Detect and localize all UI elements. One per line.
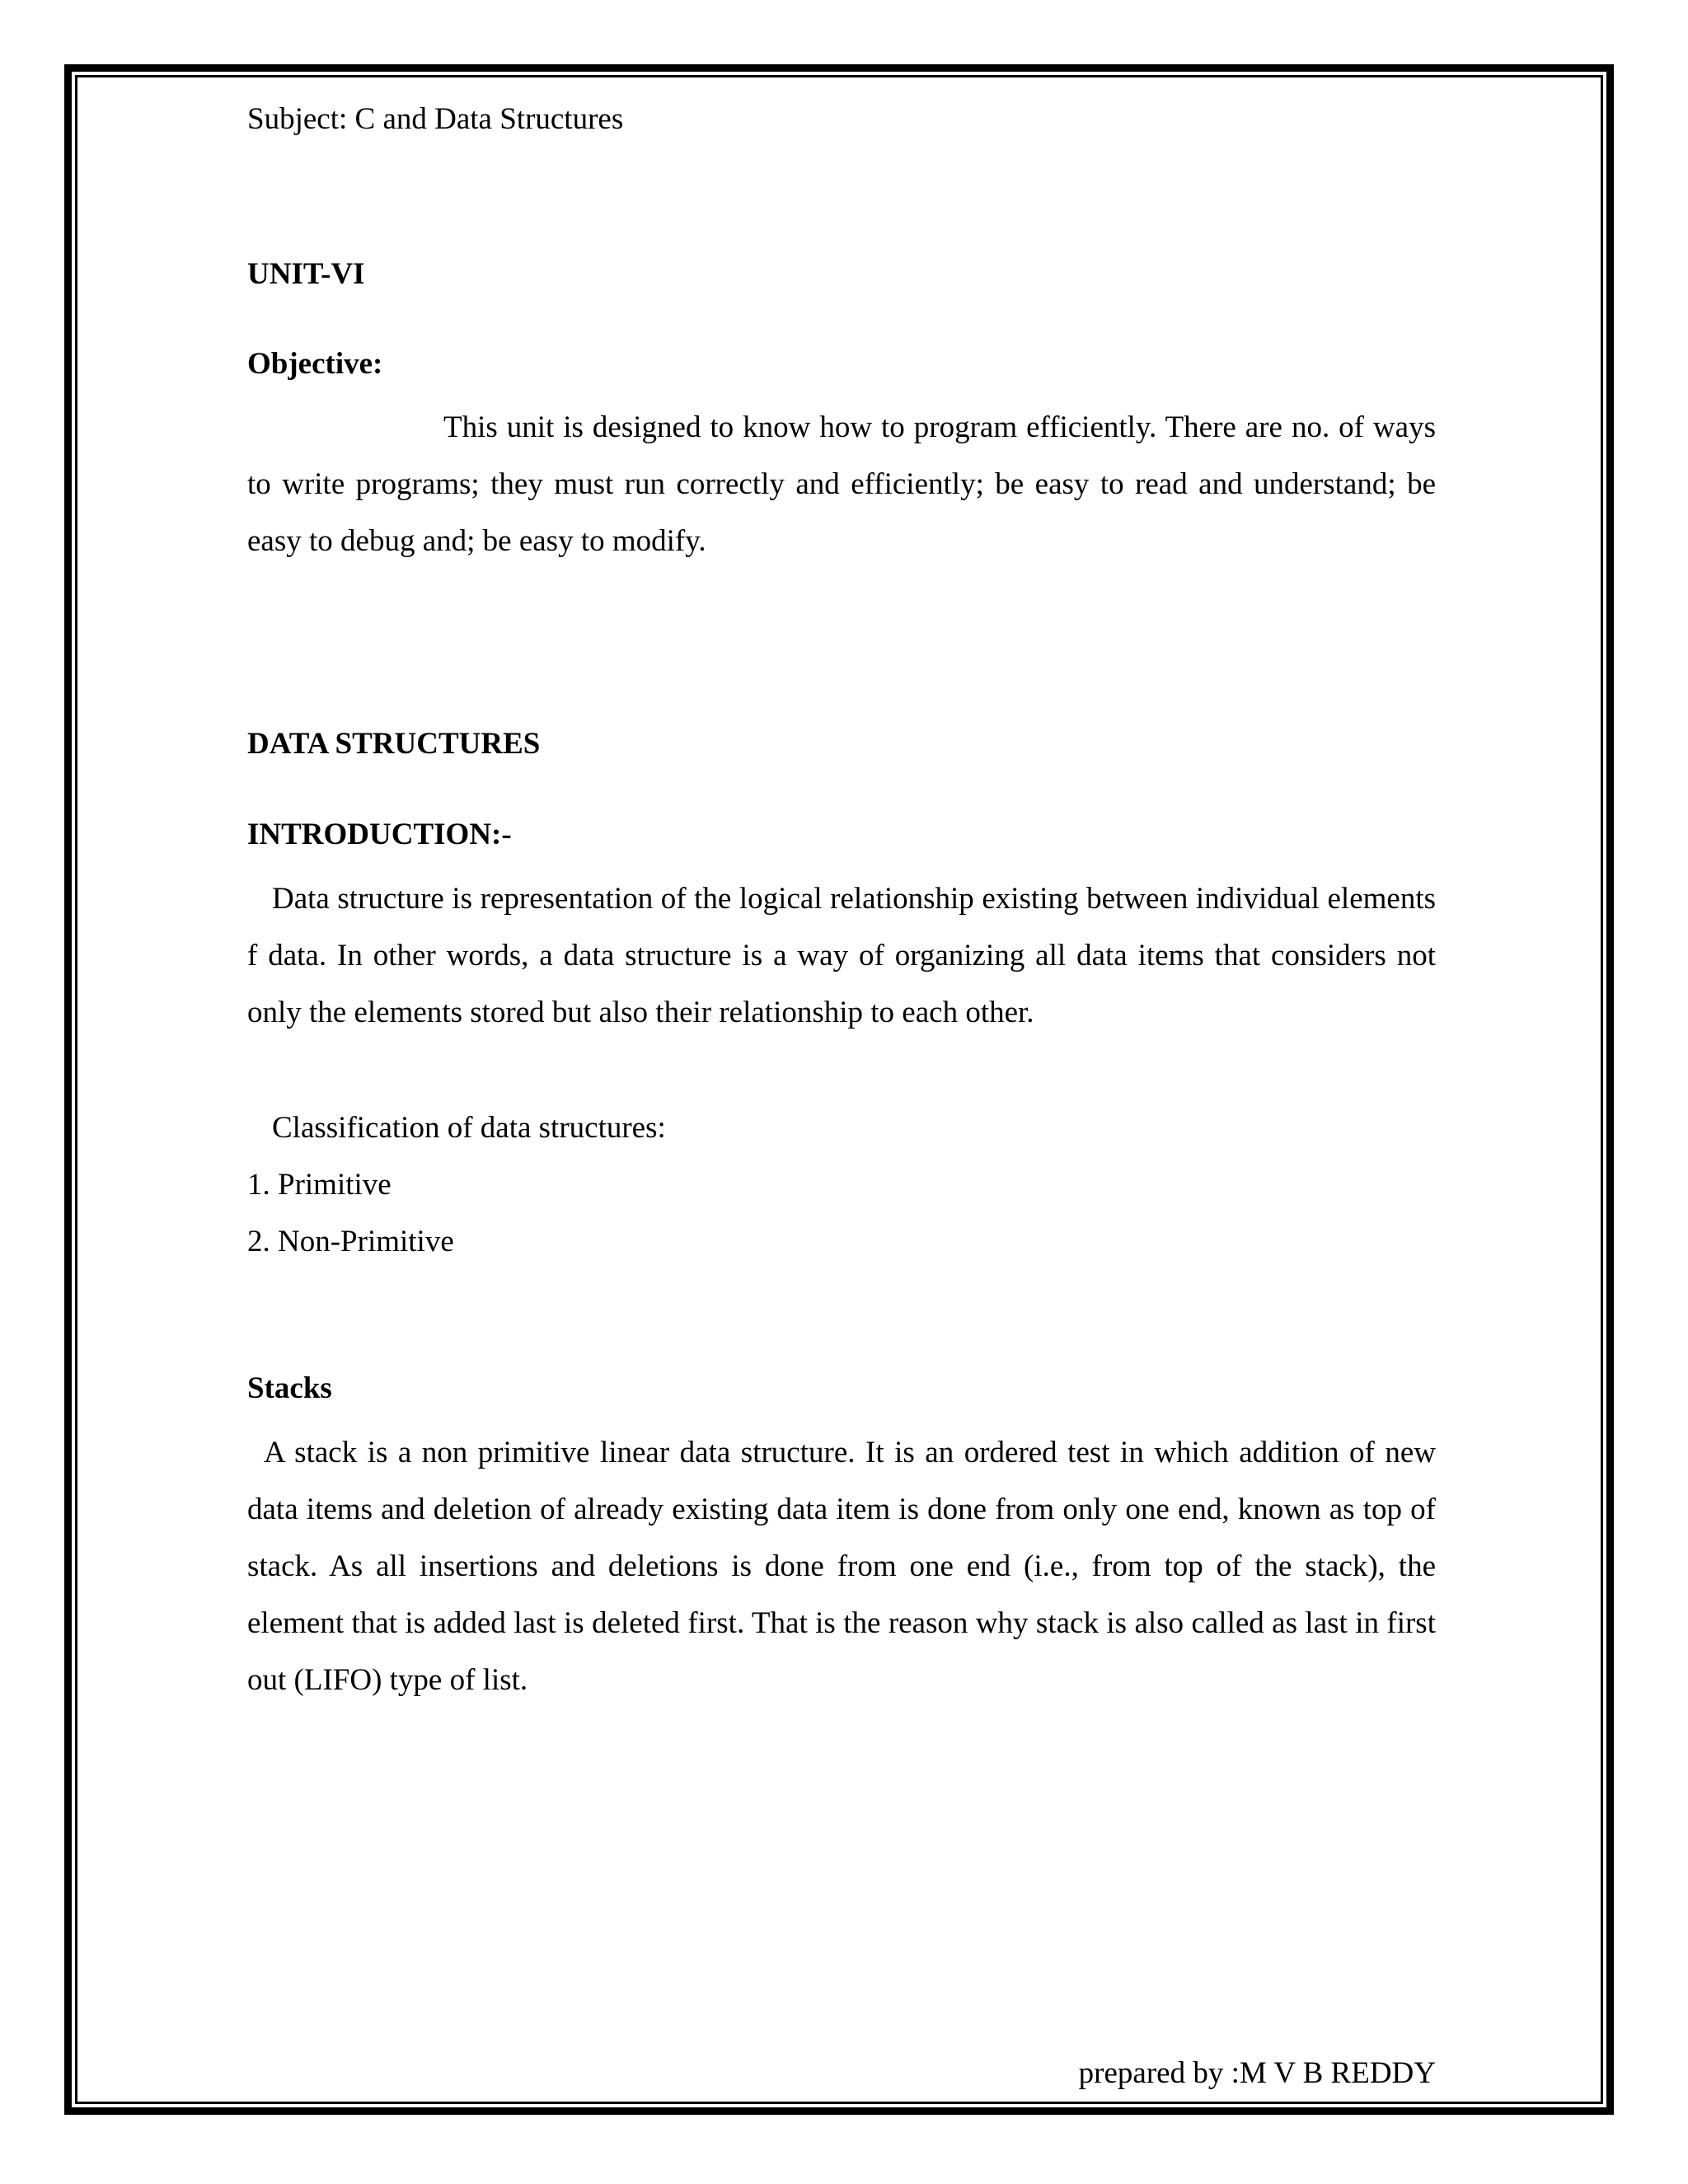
prepared-by-footer: prepared by :M V B REDDY xyxy=(1078,2056,1436,2090)
classification-label: Classification of data structures: xyxy=(272,1111,666,1145)
unit-title: UNIT-VI xyxy=(247,257,365,291)
stacks-paragraph: A stack is a non primitive linear data structure. It is an ordered test in which addition of new data items and deletion of already existing data item is done from only one end, known as top of stack. As all insertions and deletions is done from one end (i.e., from top of the stack), the element that is added last is deleted first. That is the reason why stack is also called as last in first out (LIFO) type of list. xyxy=(247,1436,1436,1697)
stacks-heading: Stacks xyxy=(247,1371,332,1405)
classification-item-non-primitive: 2. Non-Primitive xyxy=(247,1225,454,1258)
classification-item-primitive: 1. Primitive xyxy=(247,1168,392,1202)
introduction-heading: INTRODUCTION:- xyxy=(247,818,512,851)
subject-line: Subject: C and Data Structures xyxy=(247,102,624,136)
data-structures-heading: DATA STRUCTURES xyxy=(247,727,541,761)
objective-heading: Objective: xyxy=(247,347,383,381)
introduction-paragraph: Data structure is representation of the logical relationship existing between individual elements f data. In other words, a data structure is a way of organizing all data items that considers not only the elements stored but also their relationship to each other. xyxy=(247,882,1436,1029)
objective-paragraph: This unit is designed to know how to program efficiently. There are no. of ways to write programs; they must run correctly and efficiently; be easy to read and understand; be easy to debug and; be easy to modify. xyxy=(247,410,1436,558)
